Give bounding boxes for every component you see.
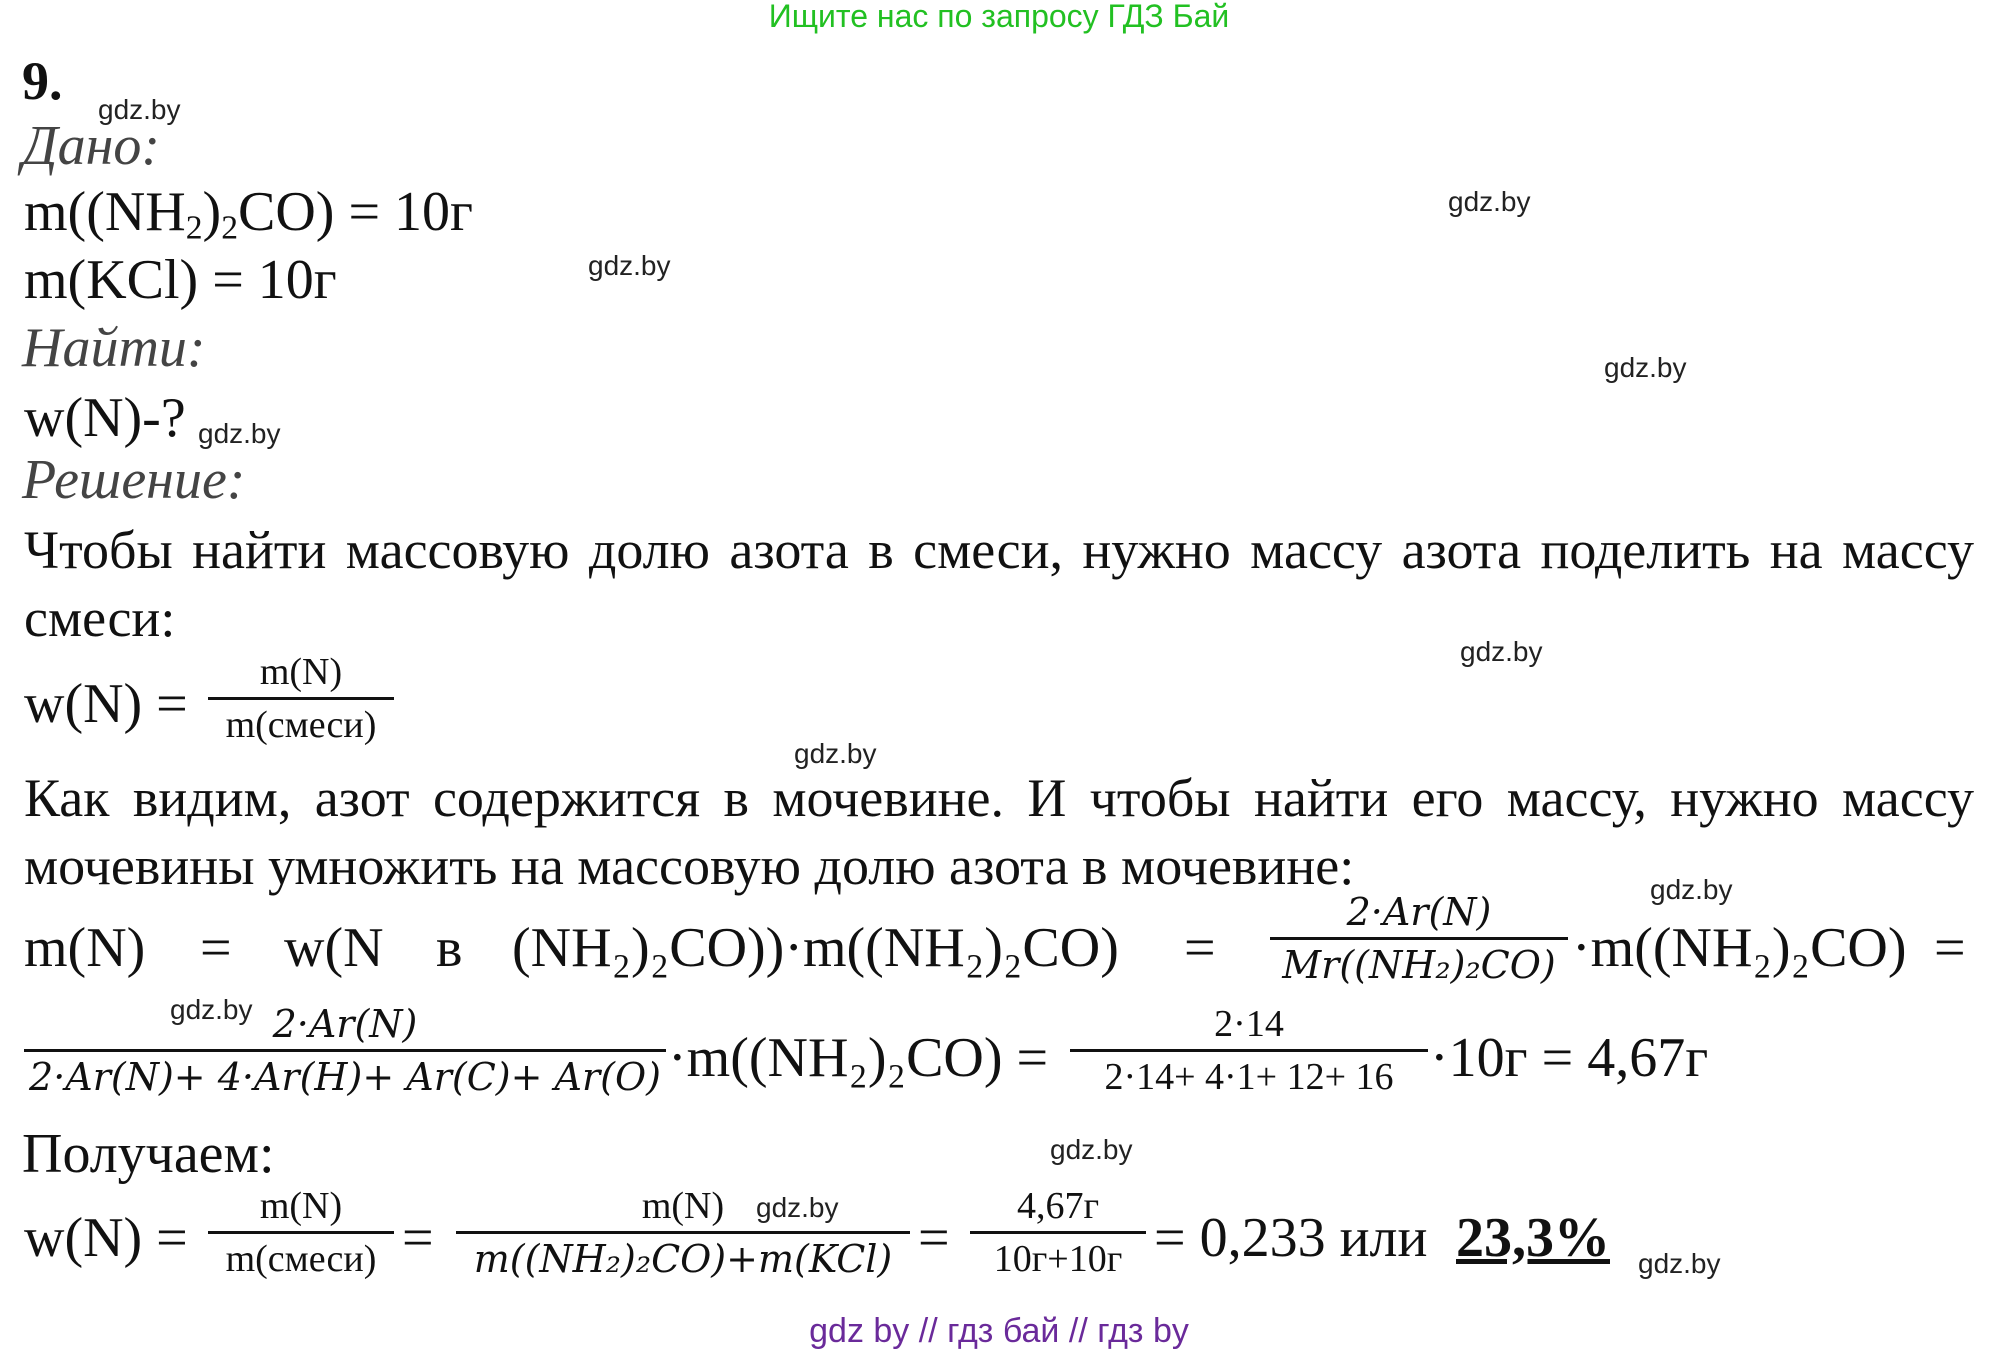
formula4-tail: = 0,233 или <box>1154 1207 1428 1269</box>
formula2-line: m(N) = w(N в (NH₂)₂CO))·m((NH₂)₂CO) = ·m((NH₂)₂CO) = <box>24 917 1966 979</box>
watermark: gdz.by <box>588 250 671 281</box>
watermark: gdz.by <box>98 94 181 125</box>
watermark: gdz.by <box>756 1192 839 1223</box>
watermark: gdz.by <box>1460 636 1543 667</box>
paragraph-1: Чтобы найти массовую долю азота в смеси, нужно массу азота поделить на массу смеси: <box>24 520 1974 648</box>
solution-label: Решение: <box>22 449 246 511</box>
fraction-final-3: 4,67г 10г+10г <box>970 1184 1146 1281</box>
watermark: gdz.by <box>794 738 877 769</box>
watermark: gdz.by <box>1650 874 1733 905</box>
formula4-eq1: = <box>402 1207 434 1269</box>
given-label: Дано: <box>22 115 161 177</box>
watermark: gdz.by <box>1448 186 1531 217</box>
fraction-nitrogen-over-mixture: m(N) m(смеси) <box>208 650 394 747</box>
watermark: gdz.by <box>198 418 281 449</box>
formula4-lhs: w(N) = <box>24 1207 188 1269</box>
fraction-atomic-masses: 2·Ar(N) 2·Ar(N)+ 4·Ar(H)+ Ar(C)+ Ar(O) <box>24 1002 666 1099</box>
find-label: Найти: <box>22 317 206 379</box>
formula3-mid: ·m((NH₂)₂CO) = <box>668 1027 1049 1089</box>
footer-watermark: gdz by // гдз бай // гдз by <box>809 1312 1189 1350</box>
receive-label: Получаем: <box>22 1123 275 1185</box>
fraction-final-1: m(N) m(смеси) <box>208 1184 394 1281</box>
formula4-eq2: = <box>918 1207 950 1269</box>
formula1-lhs: w(N) = <box>24 673 188 735</box>
watermark: gdz.by <box>1604 352 1687 383</box>
final-answer: 23,3% <box>1456 1207 1610 1269</box>
given-kcl-mass: m(KCl) = 10г <box>24 249 337 311</box>
watermark: gdz.by <box>170 994 253 1025</box>
fraction-atomic-over-molar: 2·Ar(N) Mr((NH₂)₂CO) <box>1270 890 1568 987</box>
fraction-final-2: m(N) m((NH₂)₂CO)+m(KCl) <box>456 1184 910 1281</box>
task-number: 9. <box>22 51 63 111</box>
find-value: w(N)-? <box>24 387 186 449</box>
paragraph-2: Как видим, азот содержится в мочевине. И чтобы найти его массу, нужно массу мочевины умножить на массовую долю азота в мочевине: <box>24 768 1974 896</box>
fraction-numeric: 2·14 2·14+ 4·1+ 12+ 16 <box>1070 1002 1428 1099</box>
given-urea-mass: $m((NH_2)_2CO) = 10г$ <box>24 181 473 247</box>
formula3-tail: ·10г = 4,67г <box>1430 1027 1709 1089</box>
watermark: gdz.by <box>1638 1248 1721 1279</box>
watermark: gdz.by <box>1050 1134 1133 1165</box>
search-banner: Ищите нас по запросу ГДЗ Бай <box>768 0 1230 34</box>
